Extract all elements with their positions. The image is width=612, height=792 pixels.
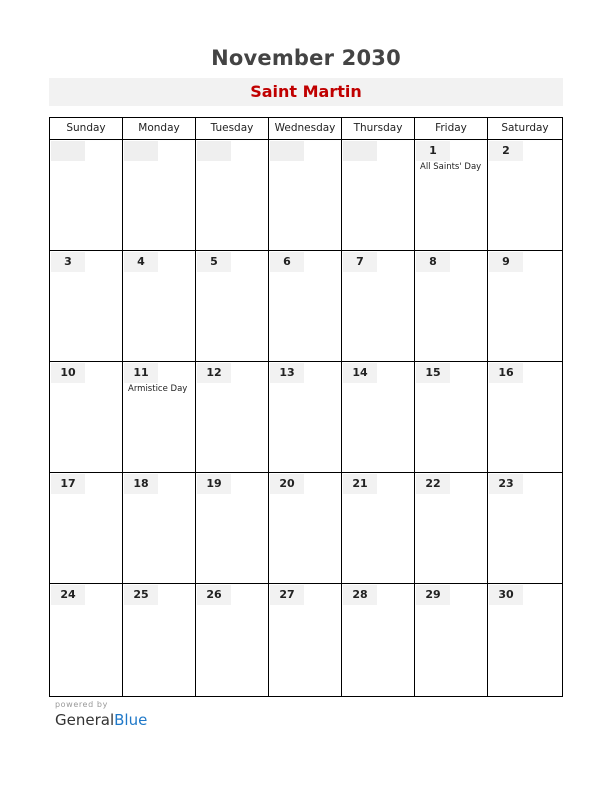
- country-banner: [49, 78, 563, 106]
- day-number: 9: [489, 252, 523, 272]
- day-number: 27: [270, 585, 304, 605]
- day-cell-thursday: [342, 362, 415, 472]
- day-cell-friday: [415, 362, 488, 472]
- calendar-grid: [49, 117, 563, 697]
- day-cell-wednesday: [269, 251, 342, 361]
- weekday-sunday: Sunday: [50, 118, 123, 139]
- holiday-label: Armistice Day: [128, 384, 188, 394]
- day-cell-wednesday: [269, 362, 342, 472]
- day-cell-monday: [123, 473, 196, 583]
- day-number: 17: [51, 474, 85, 494]
- empty-day-marker: [51, 141, 85, 161]
- day-number: 14: [343, 363, 377, 383]
- weekday-tuesday: Tuesday: [196, 118, 269, 139]
- weekday-monday: Monday: [123, 118, 196, 139]
- day-number: 22: [416, 474, 450, 494]
- day-number: 19: [197, 474, 231, 494]
- weekday-header-row: [50, 118, 562, 140]
- day-cell-sunday: [50, 251, 123, 361]
- country-name: Saint Martin: [250, 82, 362, 101]
- week-row: [50, 473, 562, 584]
- day-number: 12: [197, 363, 231, 383]
- day-cell-thursday: [342, 251, 415, 361]
- day-cell-friday: [415, 251, 488, 361]
- brand-general-text: General: [55, 711, 115, 729]
- day-number: 7: [343, 252, 377, 272]
- brand-blue-text: Blue: [114, 711, 148, 729]
- day-cell-tuesday: [196, 362, 269, 472]
- day-cell-thursday: [342, 140, 415, 250]
- day-number: 15: [416, 363, 450, 383]
- week-row: [50, 362, 562, 473]
- day-cell-saturday: [488, 584, 562, 696]
- day-number: 16: [489, 363, 523, 383]
- empty-day-marker: [343, 141, 377, 161]
- day-number: 1: [416, 141, 450, 161]
- empty-day-marker: [124, 141, 158, 161]
- day-number: 8: [416, 252, 450, 272]
- day-number: 13: [270, 363, 304, 383]
- day-cell-monday: [123, 251, 196, 361]
- day-cell-tuesday: [196, 140, 269, 250]
- day-cell-saturday: [488, 473, 562, 583]
- day-number: 6: [270, 252, 304, 272]
- day-number: 25: [124, 585, 158, 605]
- page-title: November 2030: [211, 46, 401, 70]
- empty-day-marker: [197, 141, 231, 161]
- week-row: [50, 584, 562, 696]
- day-cell-tuesday: [196, 251, 269, 361]
- footer-branding: [55, 700, 147, 729]
- powered-by-text: powered by: [55, 700, 108, 709]
- day-number: 18: [124, 474, 158, 494]
- day-number: 26: [197, 585, 231, 605]
- day-number: 2: [489, 141, 523, 161]
- day-number: 11: [124, 363, 158, 383]
- day-cell-thursday: [342, 473, 415, 583]
- holiday-label: All Saints' Day: [420, 162, 482, 172]
- day-number: 24: [51, 585, 85, 605]
- day-cell-thursday: [342, 584, 415, 696]
- day-cell-tuesday: [196, 473, 269, 583]
- day-cell-friday: [415, 584, 488, 696]
- day-cell-wednesday: [269, 473, 342, 583]
- week-row: [50, 251, 562, 362]
- day-number: 3: [51, 252, 85, 272]
- day-cell-monday: [123, 584, 196, 696]
- day-cell-sunday: [50, 584, 123, 696]
- day-number: 21: [343, 474, 377, 494]
- day-number: 10: [51, 363, 85, 383]
- day-cell-saturday: [488, 140, 562, 250]
- day-number: 20: [270, 474, 304, 494]
- day-cell-monday: [123, 362, 196, 472]
- day-cell-tuesday: [196, 584, 269, 696]
- weekday-thursday: Thursday: [342, 118, 415, 139]
- empty-day-marker: [270, 141, 304, 161]
- day-cell-saturday: [488, 362, 562, 472]
- day-number: 4: [124, 252, 158, 272]
- day-number: 30: [489, 585, 523, 605]
- generalblue-logo: [55, 711, 147, 729]
- weeks-container: [50, 140, 562, 696]
- weekday-friday: Friday: [415, 118, 488, 139]
- weekday-wednesday: Wednesday: [269, 118, 342, 139]
- day-cell-wednesday: [269, 584, 342, 696]
- day-cell-friday: [415, 473, 488, 583]
- day-cell-saturday: [488, 251, 562, 361]
- day-cell-friday: [415, 140, 488, 250]
- day-cell-sunday: [50, 473, 123, 583]
- day-number: 29: [416, 585, 450, 605]
- day-number: 23: [489, 474, 523, 494]
- day-cell-wednesday: [269, 140, 342, 250]
- day-cell-monday: [123, 140, 196, 250]
- day-number: 5: [197, 252, 231, 272]
- weekday-saturday: Saturday: [501, 122, 549, 134]
- day-number: 28: [343, 585, 377, 605]
- day-cell-sunday: [50, 362, 123, 472]
- day-cell-sunday: [50, 140, 123, 250]
- week-row: [50, 140, 562, 251]
